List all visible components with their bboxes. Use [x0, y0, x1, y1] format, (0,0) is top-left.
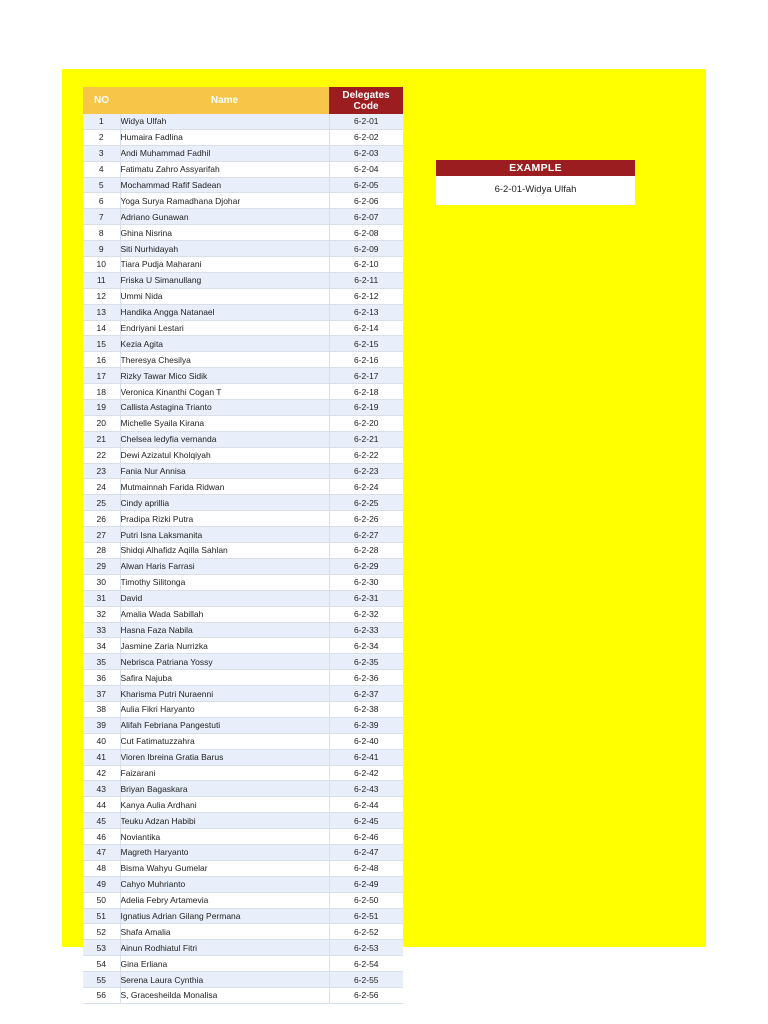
table-row: [83, 686, 403, 702]
cell-delegates-code: 6-2-07: [329, 209, 403, 225]
table-row: [83, 368, 403, 384]
cell-name: Ignatius Adrian Gilang Permana: [120, 908, 329, 924]
cell-no: 30: [83, 574, 120, 590]
table-row: [83, 717, 403, 733]
cell-name: Serena Laura Cynthia: [120, 972, 329, 988]
cell-no: 40: [83, 733, 120, 749]
cell-name: Aulia Fikri Haryanto: [120, 701, 329, 717]
table-row: [83, 177, 403, 193]
cell-delegates-code: 6-2-35: [329, 654, 403, 670]
cell-delegates-code: 6-2-38: [329, 701, 403, 717]
table-row: [83, 463, 403, 479]
cell-delegates-code: 6-2-01: [329, 114, 403, 129]
cell-delegates-code: 6-2-30: [329, 574, 403, 590]
table-row: [83, 844, 403, 860]
cell-name: Siti Nurhidayah: [120, 241, 329, 257]
cell-name: Bisma Wahyu Gumelar: [120, 860, 329, 876]
cell-no: 1: [83, 114, 120, 129]
cell-no: 39: [83, 717, 120, 733]
table-row: [83, 129, 403, 145]
cell-delegates-code: 6-2-54: [329, 956, 403, 972]
cell-no: 28: [83, 543, 120, 559]
cell-no: 3: [83, 145, 120, 161]
cell-no: 10: [83, 257, 120, 273]
cell-no: 53: [83, 940, 120, 956]
cell-no: 51: [83, 908, 120, 924]
cell-delegates-code: 6-2-24: [329, 479, 403, 495]
cell-no: 15: [83, 336, 120, 352]
cell-name: Pradipa Rizki Putra: [120, 511, 329, 527]
cell-name: David: [120, 590, 329, 606]
cell-delegates-code: 6-2-49: [329, 876, 403, 892]
table-row: [83, 225, 403, 241]
table-row: [83, 829, 403, 845]
cell-no: 42: [83, 765, 120, 781]
cell-delegates-code: 6-2-09: [329, 241, 403, 257]
example-box: [436, 160, 635, 205]
cell-delegates-code: 6-2-56: [329, 987, 403, 1003]
cell-no: 9: [83, 241, 120, 257]
cell-name: Mutmainnah Farida Ridwan: [120, 479, 329, 495]
table-row: [83, 590, 403, 606]
table-row: [83, 543, 403, 559]
table-row: [83, 114, 403, 129]
cell-no: 47: [83, 844, 120, 860]
cell-no: 26: [83, 511, 120, 527]
cell-no: 21: [83, 431, 120, 447]
cell-no: 34: [83, 638, 120, 654]
cell-delegates-code: 6-2-06: [329, 193, 403, 209]
cell-no: 29: [83, 558, 120, 574]
cell-delegates-code: 6-2-39: [329, 717, 403, 733]
cell-delegates-code: 6-2-47: [329, 844, 403, 860]
cell-delegates-code: 6-2-05: [329, 177, 403, 193]
cell-no: 38: [83, 701, 120, 717]
table-row: [83, 654, 403, 670]
table-row: [83, 304, 403, 320]
cell-delegates-code: 6-2-29: [329, 558, 403, 574]
cell-no: 20: [83, 415, 120, 431]
cell-delegates-code: 6-2-42: [329, 765, 403, 781]
cell-name: Alwan Haris Farrasi: [120, 558, 329, 574]
cell-name: S, Gracesheilda Monalisa: [120, 987, 329, 1003]
table-row: [83, 384, 403, 400]
cell-name: Yoga Surya Ramadhana Djohar: [120, 193, 329, 209]
table-row: [83, 336, 403, 352]
cell-no: 27: [83, 527, 120, 543]
cell-no: 2: [83, 129, 120, 145]
cell-delegates-code: 6-2-53: [329, 940, 403, 956]
cell-name: Ghina Nisrina: [120, 225, 329, 241]
table-row: [83, 924, 403, 940]
table-row: [83, 972, 403, 988]
cell-no: 54: [83, 956, 120, 972]
cell-name: Jasmine Zaria Nurrizka: [120, 638, 329, 654]
table-row: [83, 749, 403, 765]
cell-name: Nebrisca Patriana Yossy: [120, 654, 329, 670]
table-row: [83, 638, 403, 654]
cell-name: Kharisma Putri Nuraenni: [120, 686, 329, 702]
cell-no: 17: [83, 368, 120, 384]
cell-delegates-code: 6-2-04: [329, 161, 403, 177]
table-row: [83, 908, 403, 924]
cell-no: 4: [83, 161, 120, 177]
table-row: [83, 415, 403, 431]
cell-no: 25: [83, 495, 120, 511]
cell-name: Hasna Faza Nabila: [120, 622, 329, 638]
table-row: [83, 622, 403, 638]
cell-delegates-code: 6-2-12: [329, 288, 403, 304]
cell-name: Callista Astagina Trianto: [120, 400, 329, 416]
cell-name: Putri Isna Laksmanita: [120, 527, 329, 543]
cell-no: 32: [83, 606, 120, 622]
cell-delegates-code: 6-2-08: [329, 225, 403, 241]
table-row: [83, 320, 403, 336]
table-row: [83, 272, 403, 288]
cell-delegates-code: 6-2-40: [329, 733, 403, 749]
cell-delegates-code: 6-2-13: [329, 304, 403, 320]
cell-name: Theresya Chesilya: [120, 352, 329, 368]
table-row: [83, 670, 403, 686]
table-row: [83, 813, 403, 829]
cell-no: 23: [83, 463, 120, 479]
cell-delegates-code: 6-2-20: [329, 415, 403, 431]
cell-no: 43: [83, 781, 120, 797]
table-row: [83, 892, 403, 908]
cell-delegates-code: 6-2-14: [329, 320, 403, 336]
cell-no: 50: [83, 892, 120, 908]
cell-no: 14: [83, 320, 120, 336]
cell-delegates-code: 6-2-23: [329, 463, 403, 479]
cell-delegates-code: 6-2-52: [329, 924, 403, 940]
table-row: [83, 940, 403, 956]
cell-name: Safira Najuba: [120, 670, 329, 686]
cell-delegates-code: 6-2-33: [329, 622, 403, 638]
table-row: [83, 447, 403, 463]
cell-no: 19: [83, 400, 120, 416]
cell-name: Amalia Wada Sabillah: [120, 606, 329, 622]
cell-no: 5: [83, 177, 120, 193]
cell-delegates-code: 6-2-11: [329, 272, 403, 288]
cell-no: 12: [83, 288, 120, 304]
table-row: [83, 527, 403, 543]
cell-delegates-code: 6-2-34: [329, 638, 403, 654]
cell-no: 35: [83, 654, 120, 670]
table-row: [83, 765, 403, 781]
cell-no: 48: [83, 860, 120, 876]
cell-delegates-code: 6-2-15: [329, 336, 403, 352]
cell-name: Timothy Silitonga: [120, 574, 329, 590]
cell-no: 44: [83, 797, 120, 813]
cell-name: Adriano Gunawan: [120, 209, 329, 225]
table-row: [83, 479, 403, 495]
table-row: [83, 431, 403, 447]
cell-delegates-code: 6-2-51: [329, 908, 403, 924]
table-row: [83, 495, 403, 511]
table-header-row: [83, 87, 403, 114]
cell-name: Shidqi Alhafidz Aqilla Sahlan: [120, 543, 329, 559]
example-value: 6-2-01-Widya Ulfah: [436, 176, 635, 205]
cell-name: Chelsea ledyfia vernanda: [120, 431, 329, 447]
cell-no: 11: [83, 272, 120, 288]
table-row: [83, 288, 403, 304]
cell-delegates-code: 6-2-25: [329, 495, 403, 511]
cell-name: Cut Fatimatuzzahra: [120, 733, 329, 749]
cell-delegates-code: 6-2-16: [329, 352, 403, 368]
cell-delegates-code: 6-2-32: [329, 606, 403, 622]
cell-no: 8: [83, 225, 120, 241]
cell-no: 33: [83, 622, 120, 638]
cell-name: Handika Angga Natanael: [120, 304, 329, 320]
cell-delegates-code: 6-2-55: [329, 972, 403, 988]
cell-delegates-code: 6-2-41: [329, 749, 403, 765]
table-row: [83, 701, 403, 717]
cell-no: 46: [83, 829, 120, 845]
table-row: [83, 257, 403, 273]
table-row: [83, 209, 403, 225]
table-row: [83, 987, 403, 1003]
cell-delegates-code: 6-2-22: [329, 447, 403, 463]
table-row: [83, 193, 403, 209]
table-row: [83, 574, 403, 590]
cell-no: 7: [83, 209, 120, 225]
cell-name: Ainun Rodhiatul Fitri: [120, 940, 329, 956]
cell-name: Gina Erliana: [120, 956, 329, 972]
table-row: [83, 797, 403, 813]
cell-no: 52: [83, 924, 120, 940]
table-row: [83, 860, 403, 876]
cell-delegates-code: 6-2-45: [329, 813, 403, 829]
cell-delegates-code: 6-2-43: [329, 781, 403, 797]
cell-delegates-code: 6-2-21: [329, 431, 403, 447]
column-header-no: NO: [83, 87, 120, 114]
cell-delegates-code: 6-2-37: [329, 686, 403, 702]
cell-name: Tiara Pudja Maharani: [120, 257, 329, 273]
cell-name: Briyan Bagaskara: [120, 781, 329, 797]
cell-no: 22: [83, 447, 120, 463]
table-row: [83, 241, 403, 257]
table-row: [83, 606, 403, 622]
cell-no: 31: [83, 590, 120, 606]
table-row: [83, 511, 403, 527]
cell-name: Widya Ulfah: [120, 114, 329, 129]
delegates-table: [83, 87, 403, 1004]
cell-no: 18: [83, 384, 120, 400]
cell-name: Rizky Tawar Mico Sidik: [120, 368, 329, 384]
table-row: [83, 400, 403, 416]
table-row: [83, 781, 403, 797]
cell-name: Noviantika: [120, 829, 329, 845]
cell-no: 37: [83, 686, 120, 702]
example-title: EXAMPLE: [436, 160, 635, 176]
cell-name: Andi Muhammad Fadhil: [120, 145, 329, 161]
table-row: [83, 956, 403, 972]
cell-name: Faizarani: [120, 765, 329, 781]
cell-delegates-code: 6-2-44: [329, 797, 403, 813]
cell-no: 16: [83, 352, 120, 368]
cell-delegates-code: 6-2-28: [329, 543, 403, 559]
cell-name: Kezia Agita: [120, 336, 329, 352]
cell-name: Humaira Fadlina: [120, 129, 329, 145]
table-row: [83, 876, 403, 892]
cell-no: 45: [83, 813, 120, 829]
cell-name: Magreth Haryanto: [120, 844, 329, 860]
cell-name: Cindy aprillia: [120, 495, 329, 511]
cell-name: Kanya Aulia Ardhani: [120, 797, 329, 813]
cell-no: 13: [83, 304, 120, 320]
cell-no: 41: [83, 749, 120, 765]
cell-name: Shafa Amalia: [120, 924, 329, 940]
table-row: [83, 145, 403, 161]
table-row: [83, 352, 403, 368]
cell-name: Vioren Ibreina Gratia Barus: [120, 749, 329, 765]
column-header-name: Name: [120, 87, 329, 114]
table-row: [83, 161, 403, 177]
table-body: [83, 114, 403, 1003]
cell-delegates-code: 6-2-46: [329, 829, 403, 845]
cell-delegates-code: 6-2-26: [329, 511, 403, 527]
cell-name: Veronica Kinanthi Cogan T: [120, 384, 329, 400]
cell-delegates-code: 6-2-18: [329, 384, 403, 400]
cell-name: Teuku Adzan Habibi: [120, 813, 329, 829]
cell-no: 56: [83, 987, 120, 1003]
table-row: [83, 558, 403, 574]
cell-name: Ummi Nida: [120, 288, 329, 304]
cell-delegates-code: 6-2-02: [329, 129, 403, 145]
cell-name: Fania Nur Annisa: [120, 463, 329, 479]
cell-delegates-code: 6-2-19: [329, 400, 403, 416]
cell-delegates-code: 6-2-27: [329, 527, 403, 543]
table-row: [83, 733, 403, 749]
cell-name: Alifah Febriana Pangestuti: [120, 717, 329, 733]
cell-delegates-code: 6-2-31: [329, 590, 403, 606]
cell-name: Michelle Syaila Kirana: [120, 415, 329, 431]
cell-no: 6: [83, 193, 120, 209]
spreadsheet-area: [62, 69, 706, 1001]
cell-name: Endriyani Lestari: [120, 320, 329, 336]
cell-delegates-code: 6-2-50: [329, 892, 403, 908]
cell-delegates-code: 6-2-17: [329, 368, 403, 384]
cell-no: 55: [83, 972, 120, 988]
cell-delegates-code: 6-2-10: [329, 257, 403, 273]
cell-no: 36: [83, 670, 120, 686]
cell-name: Friska U Simanullang: [120, 272, 329, 288]
cell-no: 24: [83, 479, 120, 495]
cell-name: Adelia Febry Artamevia: [120, 892, 329, 908]
cell-name: Cahyo Muhrianto: [120, 876, 329, 892]
cell-delegates-code: 6-2-36: [329, 670, 403, 686]
cell-delegates-code: 6-2-48: [329, 860, 403, 876]
cell-name: Mochammad Rafif Sadean: [120, 177, 329, 193]
cell-delegates-code: 6-2-03: [329, 145, 403, 161]
cell-name: Fatimatu Zahro Assyarifah: [120, 161, 329, 177]
cell-name: Dewi Azizatul Kholqiyah: [120, 447, 329, 463]
cell-no: 49: [83, 876, 120, 892]
column-header-delegates-code: Delegates Code: [329, 87, 403, 114]
